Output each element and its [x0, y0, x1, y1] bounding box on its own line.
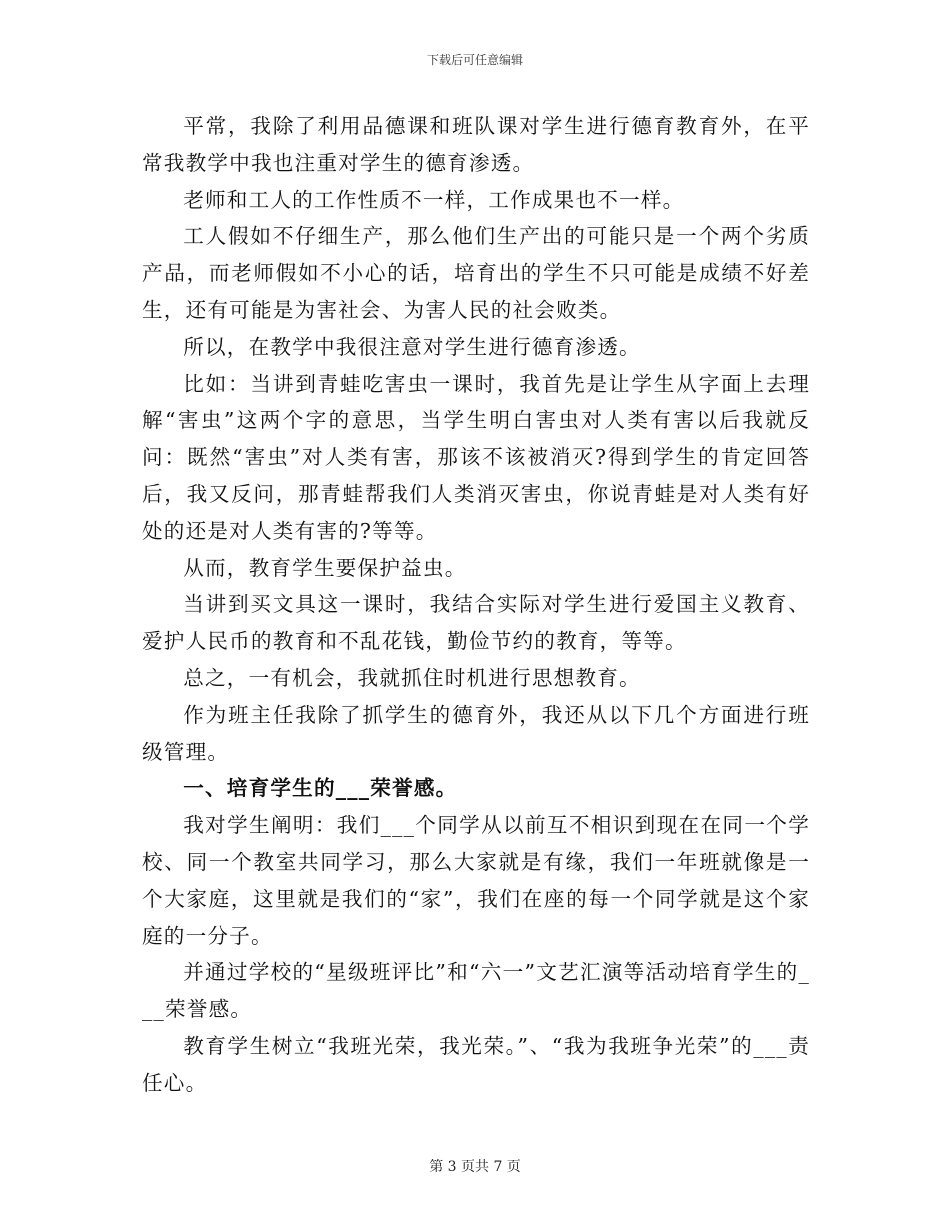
paragraph: 并通过学校的“星级班评比”和“六一”文艺汇演等活动培育学生的___荣誉感。: [142, 960, 810, 1022]
section-heading: 一、培育学生的___荣誉感。: [183, 776, 458, 801]
paragraph: 工人假如不仔细生产，那么他们生产出的可能只是一个两个劣质产品，而老师假如不小心的话，培育出的学生不只可能是成绩不好差生，还有可能是为害社会、为害人民的社会败类。: [142, 224, 810, 322]
paragraph: 比如：当讲到青蛙吃害虫一课时，我首先是让学生从字面上去理解“害虫”这两个字的意思，当学生明白害虫对人类有害以后我就反问：既然“害虫”对人类有害，那该不该被消灭?得到学生的肯定回答后，我又反问，那青蛙帮我们人类消灭害虫，你说青蛙是对人类有好处的还是对人类有害的?等等。: [142, 371, 810, 543]
paragraph: 教育学生树立“我班光荣，我光荣。”、“我为我班争光荣”的___责任心。: [142, 1033, 810, 1095]
page-header: 下载后可任意编辑: [426, 53, 523, 67]
paragraph: 平常，我除了利用品德课和班队课对学生进行德育教育外，在平常我教学中我也注重对学生的德育渗透。: [142, 114, 810, 175]
paragraph: 总之，一有机会，我就抓住时机进行思想教育。: [183, 665, 641, 690]
paragraph: 当讲到买文具这一课时，我结合实际对学生进行爱国主义教育、爱护人民币的教育和不乱花钱，勤俭节约的教育，等等。: [142, 592, 810, 654]
paragraph: 我对学生阐明：我们___个同学从以前互不相识到现在在同一个学校、同一个教室共同学习，那么大家就是有缘，我们一年班就像是一个大家庭，这里就是我们的“家”，我们在座的每一个同学就是这个家庭的一分子。: [142, 813, 810, 948]
paragraph: 老师和工人的工作性质不一样，工作成果也不一样。: [183, 187, 685, 212]
paragraph: 作为班主任我除了抓学生的德育外，我还从以下几个方面进行班级管理。: [142, 702, 810, 764]
paragraph: 所以，在教学中我很注意对学生进行德育渗透。: [183, 334, 641, 359]
page-footer: 第 3 页共 7 页: [429, 1159, 521, 1175]
document-body: [142, 108, 810, 1102]
paragraph: 从而，教育学生要保护益虫。: [183, 555, 467, 580]
